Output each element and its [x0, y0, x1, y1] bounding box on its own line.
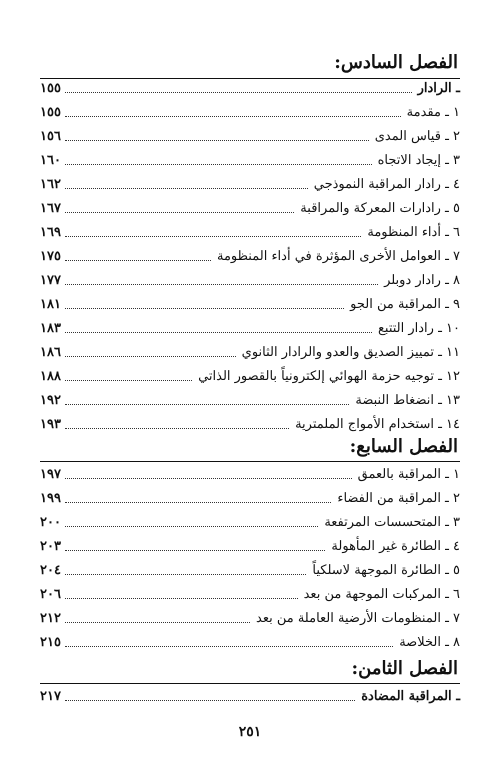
- toc-entry: [40, 318, 460, 338]
- toc-entry-label: ١٠ ـ رادار التتبع: [377, 321, 460, 336]
- toc-entry: [40, 150, 460, 170]
- toc-entry-page: ١٩٢: [40, 393, 61, 408]
- dot-leader: [65, 140, 369, 141]
- toc-entry-label: ٧ ـ المنظومات الأرضية العاملة من بعد: [256, 611, 460, 626]
- toc-entry-page: ٢١٥: [40, 635, 61, 650]
- toc-entry-label: ٥ ـ رادارات المعركة والمراقبة: [300, 201, 460, 216]
- toc-entry-label: ١٤ ـ استخدام الأمواج الملمترية: [295, 417, 460, 432]
- toc-entry: [40, 342, 460, 362]
- toc-entry: [40, 608, 460, 628]
- toc-entry-label: ٢ ـ المراقبة من الفضاء: [337, 491, 460, 506]
- dot-leader: [65, 598, 298, 599]
- chapter-heading: الفصل السادس:: [334, 52, 458, 73]
- dot-leader: [65, 236, 361, 237]
- toc-entry: [40, 222, 460, 242]
- dot-leader: [65, 428, 289, 429]
- toc-entry: [40, 246, 460, 266]
- dot-leader: [65, 700, 355, 701]
- toc-entry-page: ٢٠٤: [40, 563, 61, 578]
- toc-entry-label: ٧ ـ العوامل الأخرى المؤثرة في أداء المنظومة: [216, 249, 460, 264]
- toc-entry: [40, 536, 460, 556]
- toc-entry-label: ـ الرادار: [417, 81, 460, 96]
- toc-entry-label: ٢ ـ قياس المدى: [374, 129, 460, 144]
- toc-entry: [40, 78, 460, 98]
- chapter-heading: الفصل السابع:: [349, 436, 458, 457]
- toc-entry-page: ٢٠٦: [40, 587, 61, 602]
- dot-leader: [65, 188, 308, 189]
- toc-entry-label: ٣ ـ إيجاد الاتجاه: [377, 153, 460, 168]
- toc-entry-page: ١٩٣: [40, 417, 61, 432]
- toc-entry-label: ٣ ـ المتحسسات المرتفعة: [324, 515, 460, 530]
- dot-leader: [65, 574, 306, 575]
- dot-leader: [65, 502, 331, 503]
- toc-entry-page: ٢٠٠: [40, 515, 61, 530]
- dot-leader: [65, 550, 325, 551]
- toc-entry-label: ١٢ ـ توجيه حزمة الهوائي إلكترونياً بالقصور الذاتي: [198, 369, 460, 384]
- dot-leader: [65, 332, 372, 333]
- toc-entry-page: ١٥٦: [40, 129, 61, 144]
- toc-entry-page: ١٩٩: [40, 491, 61, 506]
- toc-entry-page: ١٨١: [40, 297, 61, 312]
- toc-entry: [40, 560, 460, 580]
- toc-entry-page: ٢٠٣: [40, 539, 61, 554]
- dot-leader: [65, 116, 401, 117]
- toc-entry: [40, 414, 460, 434]
- toc-entry-page: ٢١٧: [40, 689, 61, 704]
- dot-leader: [65, 212, 294, 213]
- toc-entry-label: ـ المراقبة المضادة: [361, 689, 460, 704]
- toc-entry-page: ١٦٢: [40, 177, 61, 192]
- toc-entry: [40, 126, 460, 146]
- toc-entry-label: ١٣ ـ انضغاط النبضة: [355, 393, 460, 408]
- dot-leader: [65, 284, 378, 285]
- dot-leader: [65, 404, 349, 405]
- toc-entry: [40, 632, 460, 652]
- dot-leader: [65, 308, 344, 309]
- toc-entry-page: ١٨٦: [40, 345, 61, 360]
- toc-entry: [40, 686, 460, 706]
- dot-leader: [65, 260, 211, 261]
- toc-entry-label: ١ ـ المراقبة بالعمق: [357, 467, 460, 482]
- dot-leader: [65, 356, 236, 357]
- toc-entry: [40, 366, 460, 386]
- toc-entry-page: ١٧٥: [40, 249, 61, 264]
- toc-entry: [40, 584, 460, 604]
- toc-entry: [40, 270, 460, 290]
- toc-entry: [40, 174, 460, 194]
- toc-entry-label: ٦ ـ المركبات الموجهة من بعد: [303, 587, 460, 602]
- toc-entry: [40, 390, 460, 410]
- toc-entry-label: ٩ ـ المراقبة من الجو: [350, 297, 460, 312]
- toc-entry: [40, 512, 460, 532]
- toc-entry-page: ١٨٣: [40, 321, 61, 336]
- toc-entry-page: ١٦٩: [40, 225, 61, 240]
- chapter-rule: [40, 683, 460, 684]
- toc-entry-page: ١٨٨: [40, 369, 61, 384]
- toc-entry-label: ٦ ـ أداء المنظومة: [367, 225, 460, 240]
- toc-entry-label: ٥ ـ الطائرة الموجهة لاسلكياً: [312, 563, 460, 578]
- dot-leader: [65, 164, 372, 165]
- toc-entry: [40, 102, 460, 122]
- toc-entry-label: ٨ ـ رادار دوبلر: [384, 273, 460, 288]
- dot-leader: [65, 478, 352, 479]
- dot-leader: [65, 92, 412, 93]
- toc-entry-page: ١٧٧: [40, 273, 61, 288]
- toc-entry-page: ٢١٢: [40, 611, 61, 626]
- dot-leader: [65, 622, 250, 623]
- toc-entry-page: ١٦٠: [40, 153, 61, 168]
- toc-entry-page: ١٥٥: [40, 105, 61, 120]
- toc-entry-label: ١ ـ مقدمة: [406, 105, 460, 120]
- dot-leader: [65, 646, 393, 647]
- chapter-rule: [40, 461, 460, 462]
- toc-entry-label: ١١ ـ تمييز الصديق والعدو والرادار الثانوي: [241, 345, 460, 360]
- toc-entry: [40, 488, 460, 508]
- dot-leader: [65, 380, 192, 381]
- toc-entry-page: ١٥٥: [40, 81, 61, 96]
- page-number: ٢٥١: [238, 724, 262, 740]
- toc-entry-label: ٤ ـ رادار المراقبة النموذجي: [313, 177, 460, 192]
- toc-entry-page: ١٩٧: [40, 467, 61, 482]
- chapter-heading: الفصل الثامن:: [351, 658, 458, 679]
- toc-entry: [40, 198, 460, 218]
- toc-entry-label: ٨ ـ الخلاصة: [399, 635, 460, 650]
- toc-entry: [40, 464, 460, 484]
- toc-entry-label: ٤ ـ الطائرة غير المأهولة: [331, 539, 460, 554]
- toc-entry-page: ١٦٧: [40, 201, 61, 216]
- toc-entry: [40, 294, 460, 314]
- dot-leader: [65, 526, 318, 527]
